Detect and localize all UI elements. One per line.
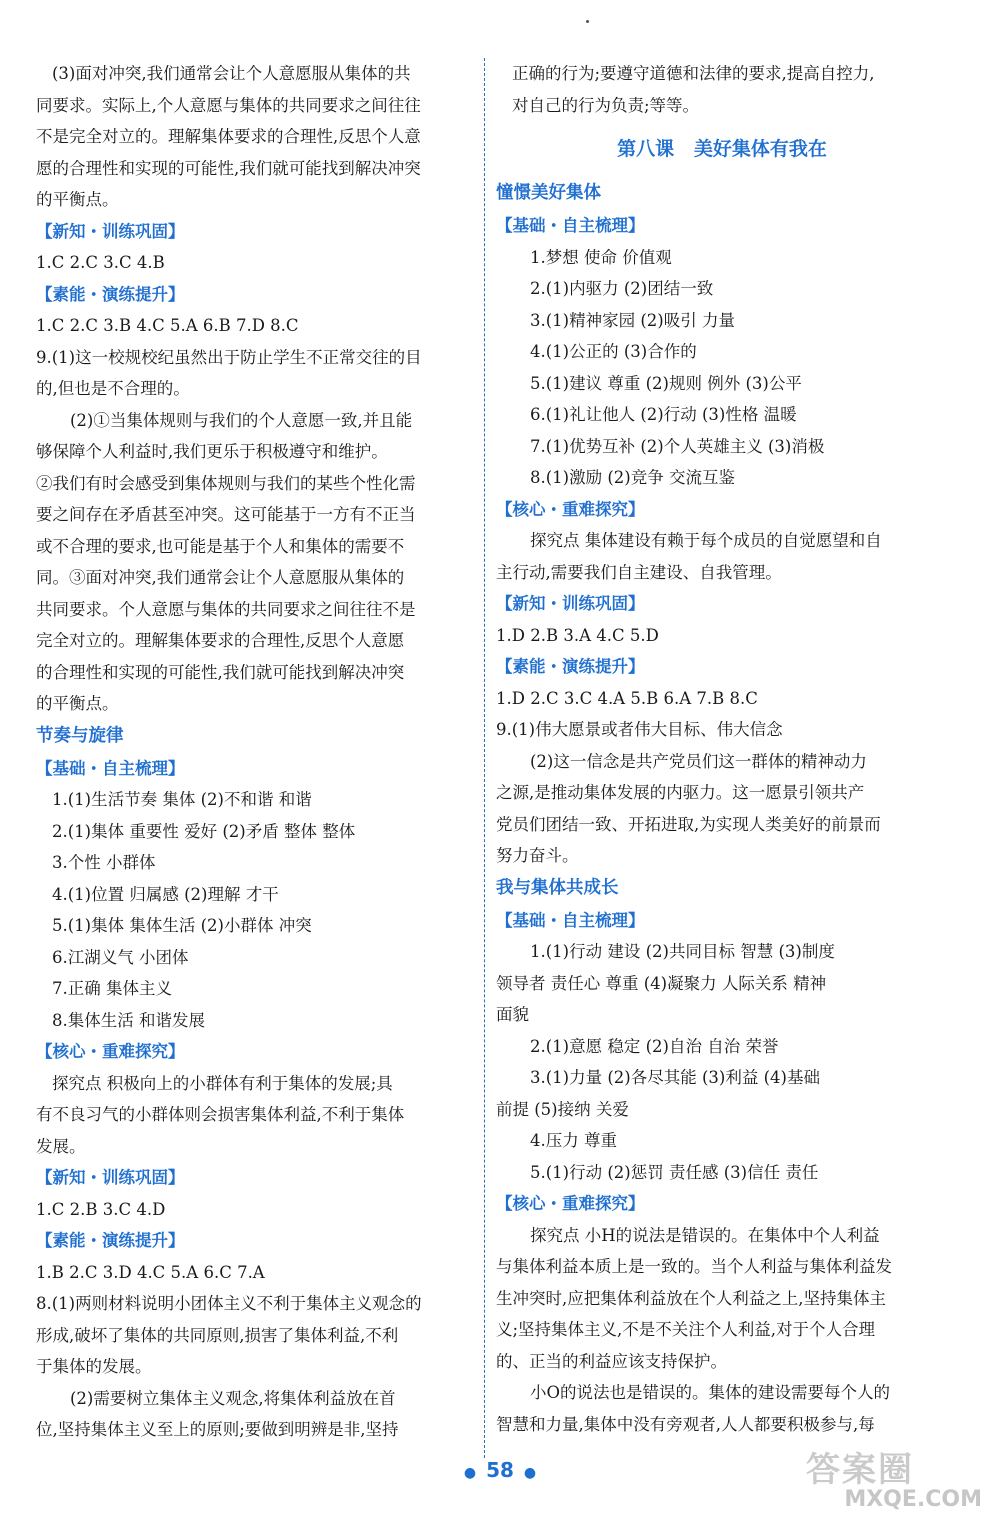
section-label: 【基础・自主梳理】	[496, 910, 645, 930]
answer-line: 2.(1)内驱力 (2)团结一致	[530, 279, 714, 298]
answer-line: 2.(1)集体 重要性 爱好 (2)矛盾 整体 整体	[52, 821, 356, 841]
answer-line: 的,但也是不合理的。	[36, 379, 190, 398]
section-label: 【基础・自主梳理】	[36, 758, 185, 778]
answer-line: 同要求。实际上,个人意愿与集体的共同要求之间往往	[36, 95, 421, 115]
answer-line: (2)需要树立集体主义观念,将集体利益放在首	[70, 1388, 396, 1408]
answer-line: 生冲突时,应把集体利益放在个人利益之上,坚持集体主	[496, 1288, 886, 1308]
lesson-subtitle: 节奏与旋律	[36, 725, 124, 746]
answer-line: 同。③面对冲突,我们通常会让个人意愿服从集体的	[36, 568, 405, 587]
right-column	[496, 58, 948, 1440]
section-label: 【新知・训练巩固】	[36, 1168, 185, 1187]
dot-icon: ●	[523, 1465, 537, 1481]
answer-line: 小O的说法也是错误的。集体的建设需要每个人的	[530, 1383, 891, 1402]
answer-line: 8.集体生活 和谐发展	[52, 1010, 205, 1030]
answer-line: 要之间存在矛盾甚至冲突。这可能基于一方有不正当	[36, 505, 416, 524]
answer-line: 于集体的发展。	[36, 1357, 152, 1376]
watermark	[806, 1452, 982, 1516]
section-label: 【核心・重难探究】	[496, 1194, 645, 1213]
answer-line: 8.(1)激励 (2)竞争 交流互鉴	[530, 468, 735, 487]
left-column	[36, 58, 476, 1446]
answer-line: 探究点 集体建设有赖于每个成员的自觉愿望和自	[530, 531, 882, 550]
answer-line: 面貌	[496, 1005, 529, 1024]
answer-line: 完全对立的。理解集体要求的合理性,反思个人意愿	[36, 631, 405, 650]
answer-line: 主行动,需要我们自主建设、自我管理。	[496, 562, 782, 582]
section-label: 【核心・重难探究】	[496, 499, 645, 519]
answer-line: 6.江湖义气 小团体	[52, 947, 189, 967]
chapter-title: 第八课 美好集体有我在	[617, 138, 827, 160]
answer-line: 1.D 2.B 3.A 4.C 5.D	[496, 625, 659, 645]
answer-line: 对自己的行为负责;等等。	[512, 95, 700, 115]
answer-line: 5.(1)集体 集体生活 (2)小群体 冲突	[52, 916, 312, 935]
answer-line: 6.(1)礼让他人 (2)行动 (3)性格 温暖	[530, 405, 797, 424]
answer-line: 4.压力 尊重	[530, 1131, 617, 1150]
answer-line: 1.(1)行动 建设 (2)共同目标 智慧 (3)制度	[530, 942, 835, 961]
answer-line: 形成,破坏了集体的共同原则,损害了集体利益,不利	[36, 1325, 399, 1345]
answer-line: 之源,是推动集体发展的内驱力。这一愿景引领共产	[496, 783, 865, 802]
answer-line: 5.(1)行动 (2)惩罚 责任感 (3)信任 责任	[530, 1162, 819, 1182]
answer-line: 1.D 2.C 3.C 4.A 5.B 6.A 7.B 8.C	[496, 688, 758, 708]
scan-mark	[586, 20, 589, 23]
watermark-logo: 答案圈	[806, 1450, 914, 1490]
section-label: 【素能・演练提升】	[36, 284, 185, 304]
watermark-url: MXQE.COM	[844, 1487, 982, 1512]
page-number-text: 58	[486, 1458, 514, 1482]
answer-line: 发展。	[36, 1136, 86, 1156]
answer-line: 3.(1)精神家园 (2)吸引 力量	[530, 310, 735, 330]
answer-line: 1.B 2.C 3.D 4.C 5.A 6.C 7.A	[36, 1262, 265, 1282]
answer-line: 愿的合理性和实现的可能性,我们就可能找到解决冲突	[36, 158, 421, 178]
answer-line: 探究点 小H的说法是错误的。在集体中个人利益	[530, 1225, 880, 1245]
section-label: 【基础・自主梳理】	[496, 216, 645, 235]
answer-line: 智慧和力量,集体中没有旁观者,人人都要积极参与,每	[496, 1414, 875, 1434]
answer-line: 4.(1)位置 归属感 (2)理解 才干	[52, 884, 279, 904]
answer-line: 2.(1)意愿 稳定 (2)自治 自治 荣誉	[530, 1036, 779, 1056]
answer-line: 正确的行为;要遵守道德和法律的要求,提高自控力,	[512, 64, 875, 83]
answer-line: 前提 (5)接纳 关爱	[496, 1099, 629, 1119]
section-label: 【核心・重难探究】	[36, 1042, 185, 1061]
answer-line: 的、正当的利益应该支持保护。	[496, 1351, 727, 1371]
answer-line: 的平衡点。	[36, 694, 119, 713]
answer-line: 3.(1)力量 (2)各尽其能 (3)利益 (4)基础	[530, 1068, 820, 1087]
answer-line: 7.正确 集体主义	[52, 979, 172, 998]
answer-line: (2)①当集体规则与我们的个人意愿一致,并且能	[70, 410, 413, 430]
answer-line: 1.梦想 使命 价值观	[530, 247, 672, 267]
answer-line: 1.(1)生活节奏 集体 (2)不和谐 和谐	[52, 790, 312, 809]
answer-line: 够保障个人利益时,我们更乐于积极遵守和维护。	[36, 442, 388, 461]
answer-line: 探究点 积极向上的小群体有利于集体的发展;具	[52, 1073, 393, 1093]
answer-line: 共同要求。个人意愿与集体的共同要求之间往往不是	[36, 599, 416, 619]
answer-line: (2)这一信念是共产党员们这一群体的精神动力	[530, 751, 867, 771]
dot-icon: ●	[463, 1465, 477, 1481]
section-label: 【新知・训练巩固】	[36, 221, 185, 241]
answer-line: 8.(1)两则材料说明小团体主义不利于集体主义观念的	[36, 1294, 422, 1313]
answer-line: 5.(1)建议 尊重 (2)规则 例外 (3)公平	[530, 373, 802, 393]
answer-line: 3.个性 小群体	[52, 853, 156, 872]
answer-line: 9.(1)伟大愿景或者伟大目标、伟大信念	[496, 720, 783, 739]
section-label: 【新知・训练巩固】	[496, 594, 645, 613]
answer-line: 党员们团结一致、开拓进取,为实现人类美好的前景而	[496, 814, 881, 834]
answer-line: 7.(1)优势互补 (2)个人英雄主义 (3)消极	[530, 436, 825, 456]
answer-line: 的合理性和实现的可能性,我们就可能找到解决冲突	[36, 662, 405, 682]
section-label: 【素能・演练提升】	[496, 657, 645, 676]
column-divider	[484, 58, 485, 1458]
answer-line: 有不良习气的小群体则会损害集体利益,不利于集体	[36, 1105, 405, 1124]
answer-line: ②我们有时会感受到集体规则与我们的某些个性化需	[36, 473, 416, 493]
section-label: 【素能・演练提升】	[36, 1231, 185, 1250]
answer-line: 领导者 责任心 尊重 (4)凝聚力 人际关系 精神	[496, 973, 827, 993]
answer-line: 位,坚持集体主义至上的原则;要做到明辨是非,坚持	[36, 1420, 399, 1439]
answer-line: 的平衡点。	[36, 190, 119, 209]
lesson-subtitle: 憧憬美好集体	[496, 183, 601, 203]
lesson-subtitle: 我与集体共成长	[496, 877, 619, 898]
answer-line: 1.C 2.C 3.C 4.B	[36, 253, 165, 272]
answer-line: 1.C 2.C 3.B 4.C 5.A 6.B 7.D 8.C	[36, 316, 299, 335]
answer-line: 或不合理的要求,也可能是基于个人和集体的需要不	[36, 536, 405, 556]
answer-line: 1.C 2.B 3.C 4.D	[36, 1199, 166, 1219]
answer-line: (3)面对冲突,我们通常会让个人意愿服从集体的共	[52, 64, 411, 83]
answer-line: 9.(1)这一校规校纪虽然出于防止学生不正常交往的目	[36, 347, 422, 367]
answer-line: 不是完全对立的。理解集体要求的合理性,反思个人意	[36, 127, 421, 146]
answer-line: 4.(1)公正的 (3)合作的	[530, 342, 697, 361]
answer-line: 义;坚持集体主义,不是不关注个人利益,对于个人合理	[496, 1320, 876, 1339]
answer-line: 与集体利益本质上是一致的。当个人利益与集体利益发	[496, 1257, 892, 1276]
answer-line: 努力奋斗。	[496, 846, 579, 865]
